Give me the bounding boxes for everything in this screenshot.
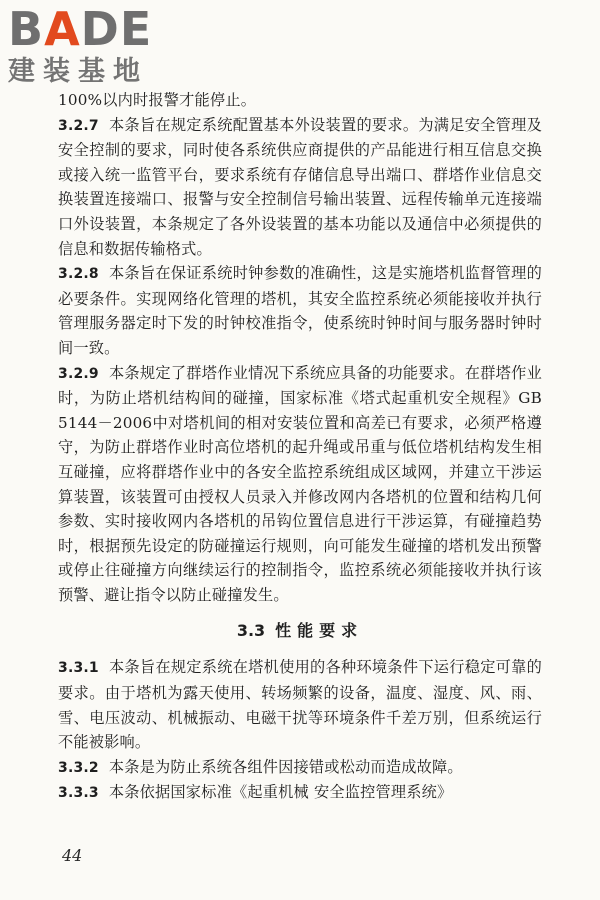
paragraph-3-2-7	[58, 113, 542, 262]
paragraph-3-3-1	[58, 655, 542, 754]
paragraph-text: 本条依据国家标准《起重机械 安全监控管理系统》	[108, 783, 453, 802]
paragraph-text: 本条是为防止系统各组件因接错或松动而造成故障。	[108, 757, 463, 776]
logo-cjk-text: 建装基地	[8, 56, 148, 87]
paragraph-text: 100%以内时报警才能停止。	[58, 91, 257, 109]
paragraph-text: 本条旨在保证系统时钟参数的准确性，这是实施塔机监督管理的必要条件。实现网络化管理的塔机，其安全监控系统必须能接收并执行管理服务器定时下发的时钟校准指令，使系统时钟时间与服务器时钟时间一致。	[58, 264, 542, 357]
paragraph-text: 本条规定了群塔作业情况下系统应具备的功能要求。在群塔作业时，为防止塔机结构间的碰撞，国家标准《塔式起重机安全规程》GB 5144－2006中对塔机间的相对安装位置和高差已有要求，必须严格遵守，为防止群塔作业时高位塔机的起升绳或吊重与低位塔机结构发生相互碰撞，应将群塔作业中的各安全监控系统组成区域网，并建立干涉运算装置，该装置可由授权人员录入并修改网内各塔机的位置和结构几何参数、实时接收网内各塔机的吊钩位置信息进行干涉运算，有碰撞趋势时，根据预先设定的防碰撞运行规则，向可能发生碰撞的塔机发出预警或停止往碰撞方向继续运行的控制指令，监控系统必须能接收并执行该预警、避让指令以防止碰撞发生。	[58, 363, 542, 604]
clause-number: 3.2.7	[58, 117, 99, 134]
paragraph-3-2-9	[58, 361, 542, 608]
paragraph-continuation	[58, 88, 542, 113]
page-number: 44	[62, 846, 83, 865]
bade-logo	[8, 4, 178, 94]
document-body	[58, 88, 542, 806]
paragraph-3-3-2	[58, 755, 542, 781]
logo-letter-a: A	[44, 2, 81, 56]
logo-latin-text	[8, 4, 178, 54]
clause-number: 3.2.8	[58, 266, 99, 283]
paragraph-text: 本条旨在规定系统在塔机使用的各种环境条件下运行稳定可靠的要求。由于塔机为露天使用、转场频繁的设备，温度、湿度、风、雨、雪、电压波动、机械振动、电磁干扰等环境条件千差万别，但系统运行不能被影响。	[58, 658, 542, 752]
section-heading	[58, 619, 542, 643]
paragraph-3-3-3	[58, 780, 542, 806]
paragraph-3-2-8	[58, 261, 542, 360]
clause-number: 3.2.9	[58, 365, 99, 382]
clause-number: 3.3.2	[58, 759, 99, 776]
clause-number: 3.3.3	[58, 785, 99, 802]
paragraph-text: 本条旨在规定系统配置基本外设装置的要求。为满足安全管理及安全控制的要求，同时使各系统供应商提供的产品能进行相互信息交换或接入统一监管平台，要求系统有存储信息导出端口、群塔作业信息交换装置连接端口、报警与安全控制信号输出装置、远程传输单元连接端口外设装置，本条规定了各外设装置的基本功能以及通信中必须提供的信息和数据传输格式。	[58, 115, 542, 258]
section-number: 3.3	[236, 621, 266, 641]
logo-letters-de: DE	[80, 2, 153, 56]
section-title-text: 性能要求	[275, 621, 364, 641]
logo-letter-b: B	[8, 2, 45, 56]
clause-number: 3.3.1	[58, 660, 99, 677]
